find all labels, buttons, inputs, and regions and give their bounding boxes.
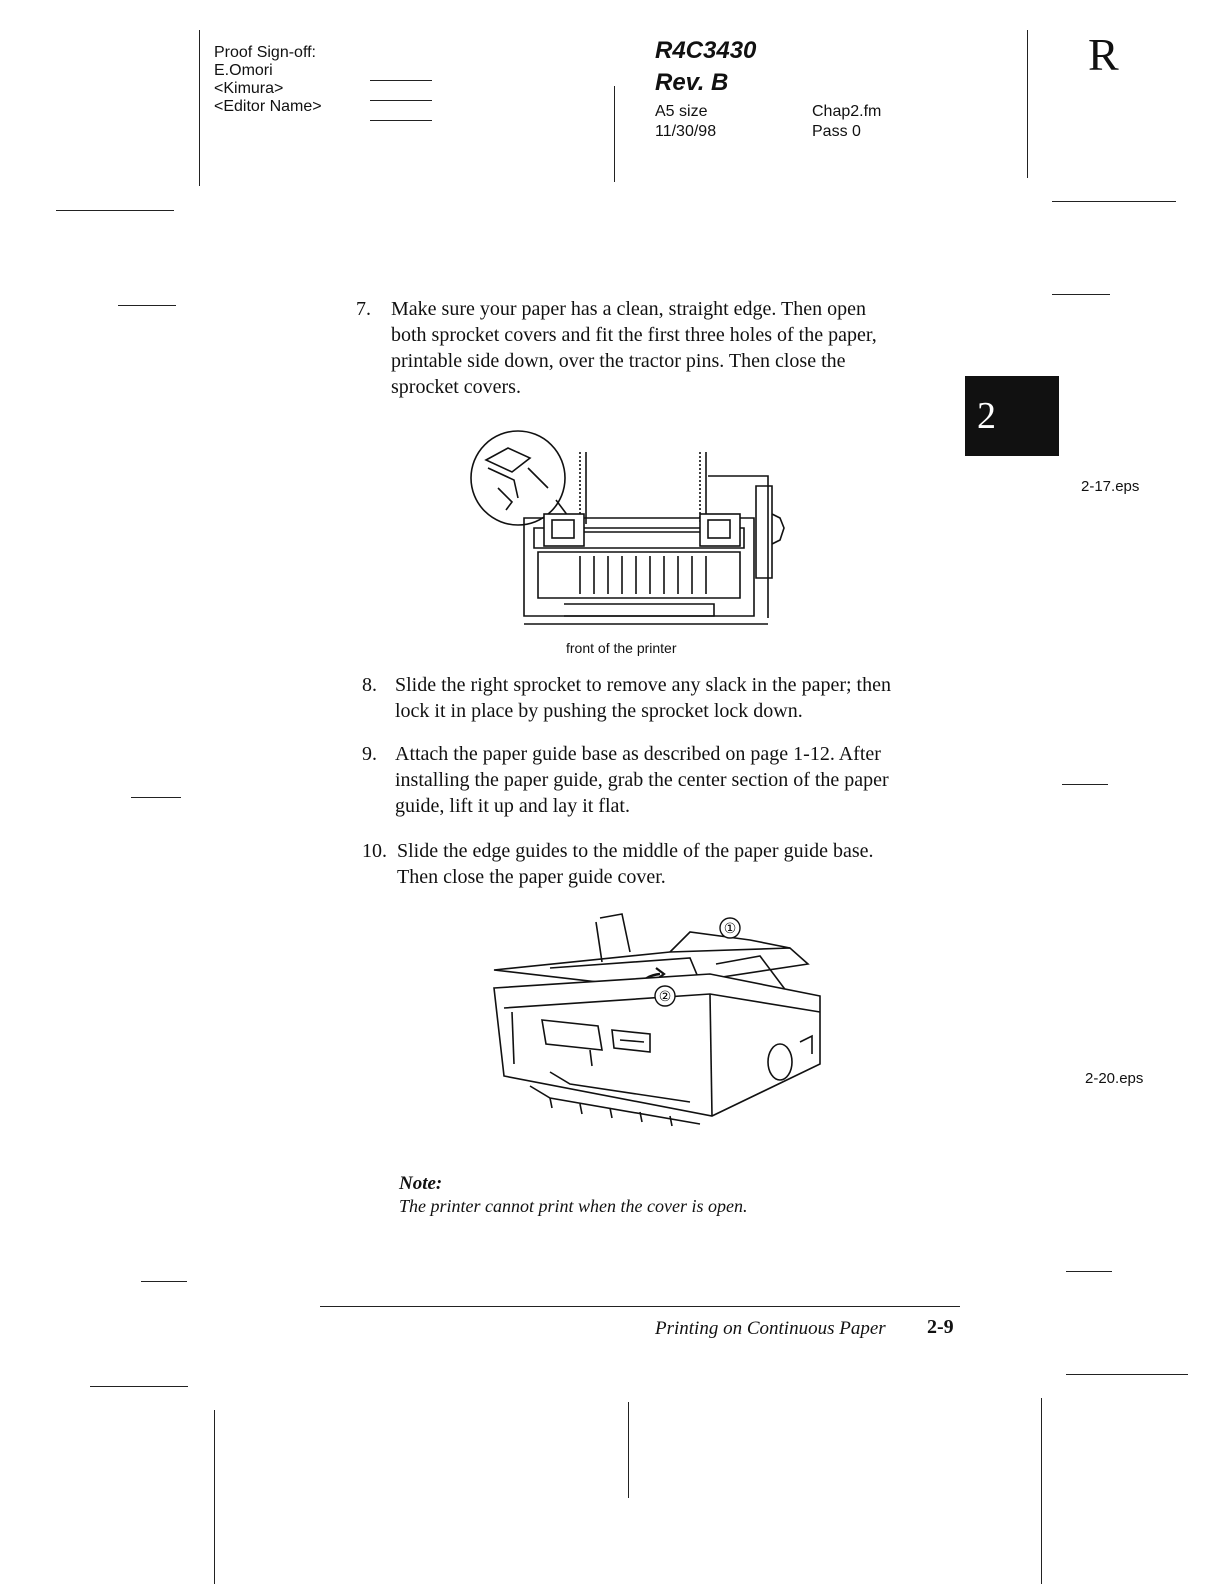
crop-mark-left-1 bbox=[56, 210, 174, 211]
signoff-name-3: <Editor Name> bbox=[214, 98, 322, 115]
step-number: 9. bbox=[362, 743, 377, 765]
sprocket-illustration bbox=[468, 428, 808, 638]
step-line: installing the paper guide, grab the center section of the paper bbox=[395, 769, 889, 791]
step-number: 7. bbox=[356, 298, 371, 320]
paper-guide-illustration bbox=[490, 912, 840, 1152]
step-line: Slide the right sprocket to remove any slack in the paper; then bbox=[395, 674, 891, 696]
crop-mark-bottom-right bbox=[1041, 1398, 1042, 1584]
crop-mark-top-right bbox=[1027, 30, 1028, 178]
crop-mark-bottom-center bbox=[628, 1402, 629, 1498]
signoff-title: Proof Sign-off: bbox=[214, 44, 316, 61]
crop-mark-right-4 bbox=[1066, 1271, 1112, 1272]
callout-1: ① bbox=[723, 920, 737, 936]
step-line: Make sure your paper has a clean, straight edge. Then open bbox=[391, 298, 867, 320]
step-line: guide, lift it up and lay it flat. bbox=[395, 795, 630, 817]
signoff-name-2: <Kimura> bbox=[214, 80, 284, 97]
crop-mark-right-3 bbox=[1062, 784, 1108, 785]
note-text: The printer cannot print when the cover is open. bbox=[399, 1196, 748, 1216]
document-code: R4C3430 bbox=[655, 37, 757, 64]
step-number: 8. bbox=[362, 674, 377, 696]
note-title: Note: bbox=[399, 1173, 443, 1194]
document-date: 11/30/98 bbox=[655, 123, 717, 140]
step-line: both sprocket covers and fit the first three holes of the paper, bbox=[391, 324, 877, 346]
figure-1-caption: front of the printer bbox=[566, 640, 677, 656]
step-line: sprocket covers. bbox=[391, 376, 521, 398]
figure-1-filename: 2-17.eps bbox=[1081, 478, 1140, 495]
crop-mark-left-3 bbox=[131, 797, 181, 798]
crop-mark-top-center bbox=[614, 86, 615, 182]
crop-mark-left-5 bbox=[90, 1386, 188, 1387]
crop-mark-top-left bbox=[199, 30, 200, 186]
footer-rule bbox=[320, 1306, 960, 1307]
crop-mark-right-5 bbox=[1066, 1374, 1188, 1375]
proof-signoff-block bbox=[214, 44, 322, 116]
crop-mark-right-1 bbox=[1052, 201, 1176, 202]
signature-line-2 bbox=[370, 100, 432, 101]
page-number: 2-9 bbox=[927, 1316, 954, 1338]
step-line: Slide the edge guides to the middle of the paper guide base. bbox=[397, 840, 874, 862]
file-name: Chap2.fm bbox=[812, 103, 882, 120]
chapter-tab: 2 bbox=[965, 376, 1059, 456]
crop-mark-right-2 bbox=[1052, 294, 1110, 295]
footer-title: Printing on Continuous Paper bbox=[655, 1318, 886, 1339]
figure-2-filename: 2-20.eps bbox=[1085, 1070, 1144, 1087]
step-line: Then close the paper guide cover. bbox=[397, 866, 666, 888]
crop-mark-left-4 bbox=[141, 1281, 187, 1282]
crop-mark-left-2 bbox=[118, 305, 176, 306]
step-number: 10. bbox=[362, 840, 387, 862]
signoff-name-1: E.Omori bbox=[214, 62, 273, 79]
step-line: lock it in place by pushing the sprocket lock down. bbox=[395, 700, 803, 722]
crop-mark-bottom-left bbox=[214, 1410, 215, 1584]
document-revision: Rev. B bbox=[655, 69, 729, 96]
proof-pass: Pass 0 bbox=[812, 123, 861, 140]
signature-line-1 bbox=[370, 80, 432, 81]
signature-line-3 bbox=[370, 120, 432, 121]
callout-2: ② bbox=[658, 988, 672, 1004]
step-line: Attach the paper guide base as described on page 1-12. After bbox=[395, 743, 881, 765]
page-size: A5 size bbox=[655, 103, 708, 120]
corner-mark: R bbox=[1088, 29, 1119, 80]
step-line: printable side down, over the tractor pins. Then close the bbox=[391, 350, 846, 372]
